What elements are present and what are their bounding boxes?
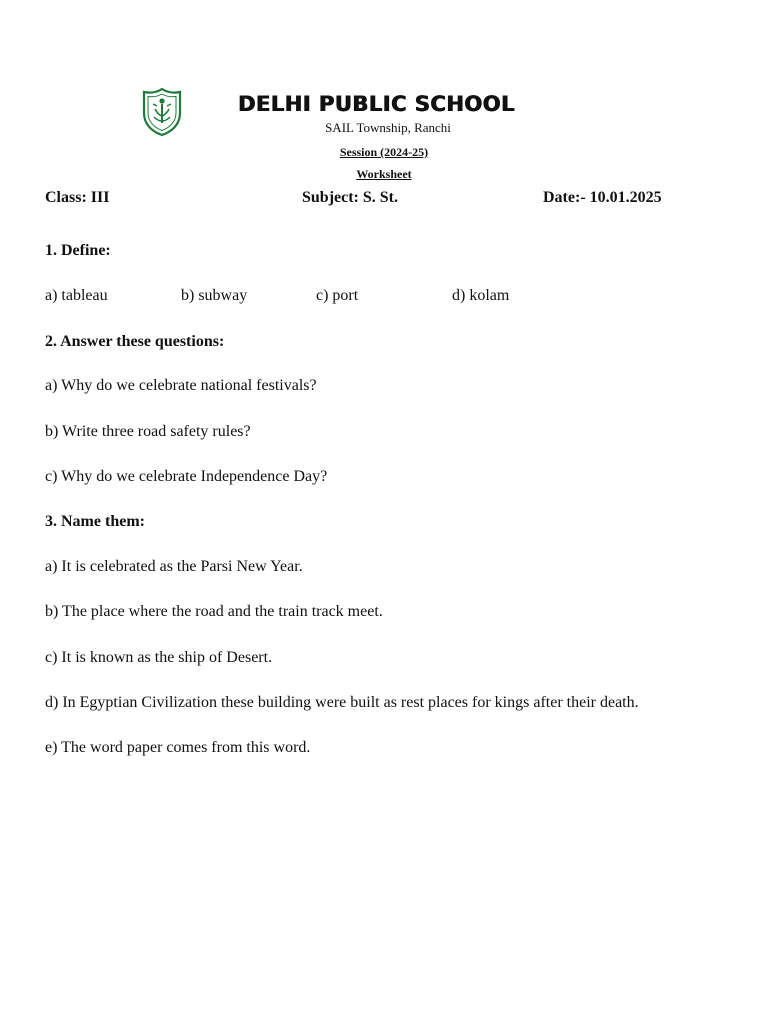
question-3-item-a: a) It is celebrated as the Parsi New Year.	[45, 558, 303, 575]
question-1-heading: 1. Define:	[45, 242, 111, 259]
question-2-item-a: a) Why do we celebrate national festivals?	[45, 377, 317, 394]
class-label: Class: III	[45, 189, 110, 206]
define-option-d: d) kolam	[452, 287, 510, 304]
worksheet-label: Worksheet	[356, 167, 412, 181]
school-address: SAIL Township, Ranchi	[325, 120, 451, 135]
question-3-heading: 3. Name them:	[45, 513, 145, 530]
define-option-a: a) tableau	[45, 287, 108, 304]
question-3-item-e: e) The word paper comes from this word.	[45, 739, 311, 756]
question-3-item-d: d) In Egyptian Civilization these building were built as rest places for kings after their death.	[45, 694, 639, 711]
define-option-c: c) port	[316, 287, 359, 304]
question-3-item-c: c) It is known as the ship of Desert.	[45, 649, 273, 666]
question-2-heading: 2. Answer these questions:	[45, 333, 225, 350]
session-label: Session (2024-25)	[339, 145, 429, 159]
define-option-b: b) subway	[181, 287, 248, 304]
date-label: Date:- 10.01.2025	[543, 189, 662, 206]
school-name: DELHI PUBLIC SCHOOL	[238, 92, 515, 116]
question-2-item-b: b) Write three road safety rules?	[45, 423, 251, 440]
question-3-item-b: b) The place where the road and the train track meet.	[45, 603, 383, 620]
question-2-item-c: c) Why do we celebrate Independence Day?	[45, 468, 328, 485]
subject-label: Subject: S. St.	[302, 189, 399, 206]
